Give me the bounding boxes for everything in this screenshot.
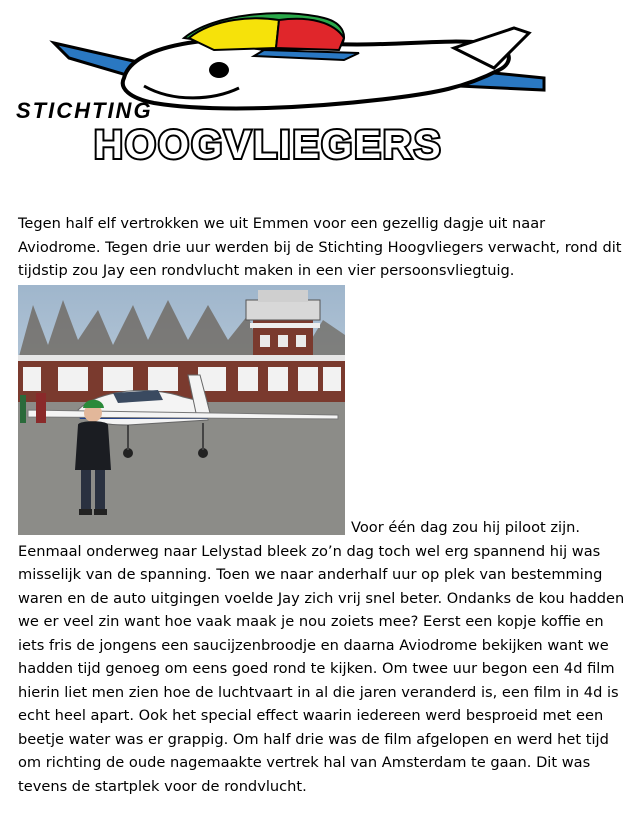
article-paragraph-2 xyxy=(18,516,628,798)
hoogvliegers-logo xyxy=(14,8,614,168)
article-paragraph-1: Tegen half elf vertrokken we uit Emmen voor een gezellig dagje uit naar Aviodrome. Tegen drie uur werden bij de Stichting Hoogvliegers verwacht, rond dit tijdstip zou Jay een rondvlucht maken in een vier persoonsvliegtuig. xyxy=(18,215,622,279)
logo-line1: STICHTING xyxy=(16,98,153,123)
logo-line2: HOOGVLIEGERS xyxy=(94,123,443,167)
airport-photo xyxy=(18,285,345,535)
photo-spacer xyxy=(18,531,351,532)
article-paragraph-2-text: Voor één dag zou hij piloot zijn. Eenmaal onderweg naar Lelystad bleek zo’n dag toch wel erg spannend hij was misselijk van de spanning. Toen we naar anderhalf uur op plek van bestemming waren en de auto uitgingen voelde Jay zich vrij snel beter. Ondanks de kou hadden we er veel zin want hoe vaak maak je nou zoiets mee? Eerst een kopje koffie en iets fris de jongens een saucijzenbroodje en daarna Aviodrome bekijken want we hadden tijd genoeg om eens goed rond te kijken. Om twee uur begon een 4d film hierin liet men zien hoe de luchtvaart in al die jaren veranderd is, een film in 4d is echt heel apart. Ook het special effect waarin iedereen werd besproeid met een beetje water was er grappig. Om half drie was de film afgelopen en werd het tijd om richting de oude nagemaakte vertrek hal van Amsterdam te gaan. Dit was tevens de startplek voor de rondvlucht. xyxy=(18,519,625,795)
